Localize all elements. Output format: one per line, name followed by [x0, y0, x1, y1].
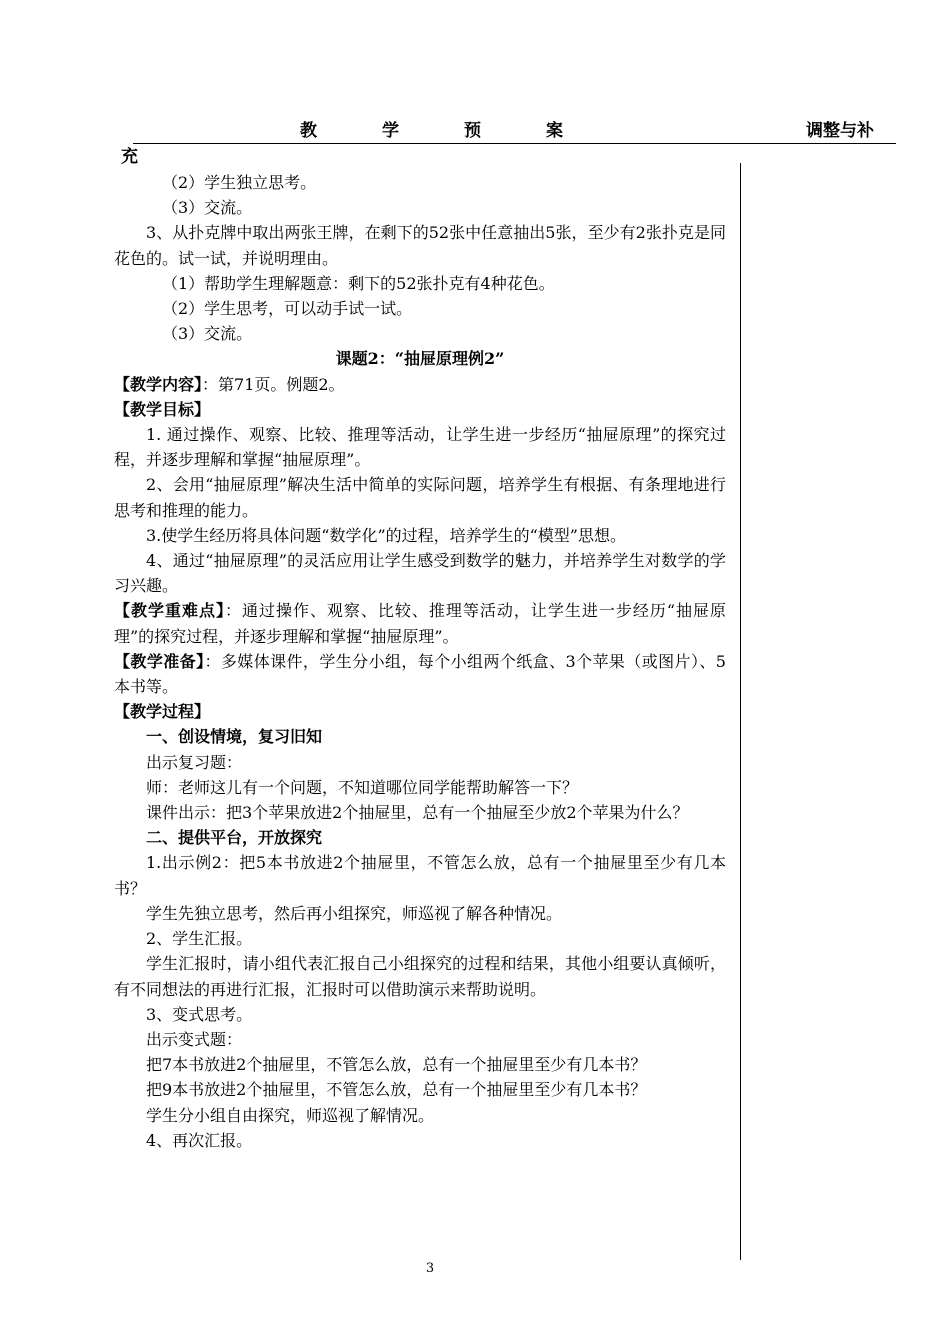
topic-heading: 课题2：“抽屉原理例2” — [335, 349, 505, 369]
section-label: 【教学重难点】 — [114, 601, 225, 621]
paragraph: 课件出示：把3个苹果放进2个抽屉里，总有一个抽屉至少放2个苹果为什么？ — [146, 803, 689, 823]
paragraph: （3）交流。 — [162, 324, 253, 344]
paragraph: 2、学生汇报。 — [146, 929, 253, 949]
paragraph: 师：老师这儿有一个问题，不知道哪位同学能帮助解答一下？ — [146, 777, 579, 797]
page-number: 3 — [425, 1261, 435, 1276]
header-title-char: 教 — [300, 121, 317, 141]
subsection-heading: 一、创设情境，复习旧知 — [146, 727, 323, 747]
section-label: 【教学内容】 — [114, 374, 203, 394]
lesson-body — [114, 170, 726, 1153]
paragraph — [114, 649, 726, 699]
paragraph: 1. 通过操作、观察、比较、推理等活动，让学生进一步经历“抽屉原理”的探究过程，并逐步理解和掌握“抽屉原理”。 — [114, 425, 726, 470]
section-text: ：第71页。例题2。 — [202, 374, 345, 394]
section-label: 【教学过程】 — [114, 702, 211, 722]
section-text: ：通过操作、观察、比较、推理等活动，让学生进一步经历“抽屉原理”的探究过程，并逐步理解和掌握“抽屉原理”。 — [114, 601, 726, 646]
paragraph: 把7本书放进2个抽屉里，不管怎么放，总有一个抽屉里至少有几本书？ — [146, 1055, 647, 1075]
paragraph: （1）帮助学生理解题意：剩下的52张扑克有4种花色。 — [162, 273, 555, 293]
paragraph: 3、变式思考。 — [146, 1004, 253, 1024]
section-label: 【教学目标】 — [114, 399, 211, 419]
paragraph: 学生汇报时，请小组代表汇报自己小组探究的过程和结果，其他小组要认真倾听，有不同想法的再进行汇报，汇报时可以借助演示来帮助说明。 — [114, 954, 726, 999]
column-divider — [740, 163, 741, 1260]
paragraph: 学生先独立思考，然后再小组探究，师巡视了解各种情况。 — [146, 903, 563, 923]
header-rule — [133, 143, 896, 144]
section-label: 【教学准备】 — [114, 651, 205, 671]
header-title-char: 预 — [464, 121, 481, 141]
header-title — [300, 116, 628, 141]
paragraph: 学生分小组自由探究，师巡视了解情况。 — [146, 1105, 435, 1125]
paragraph: 2、会用“抽屉原理”解决生活中简单的实际问题，培养学生有根据、有条理地进行思考和推理的能力。 — [114, 475, 726, 520]
paragraph — [114, 372, 726, 397]
header-title-char: 学 — [382, 121, 399, 141]
paragraph: 4、再次汇报。 — [146, 1130, 253, 1150]
paragraph: 3、从扑克牌中取出两张王牌，在剩下的52张中任意抽出5张，至少有2张扑克是同花色的。试一试，并说明理由。 — [114, 223, 726, 268]
subsection-heading: 二、提供平台，开放探究 — [146, 828, 323, 848]
section-text: ：多媒体课件，学生分小组，每个小组两个纸盒、3个苹果（或图片）、5本书等。 — [114, 651, 726, 697]
paragraph: 1.出示例2：把5本书放进2个抽屉里，不管怎么放，总有一个抽屉里至少有几本书？ — [114, 853, 726, 898]
paragraph: 4、通过“抽屉原理”的灵活应用让学生感受到数学的魅力，并培养学生对数学的学习兴趣。 — [114, 551, 726, 596]
paragraph: 出示变式题： — [146, 1029, 243, 1049]
paragraph — [114, 598, 726, 648]
header-adjust-label-wrap: 充 — [121, 147, 138, 167]
header-adjust-label: 调整与补 — [806, 121, 874, 141]
paragraph: （3）交流。 — [162, 198, 253, 218]
paragraph: 把9本书放进2个抽屉里，不管怎么放，总有一个抽屉里至少有几本书？ — [146, 1080, 647, 1100]
paragraph: （2）学生独立思考。 — [162, 173, 317, 192]
paragraph: （2）学生思考，可以动手试一试。 — [162, 299, 413, 319]
header-title-char: 案 — [546, 121, 563, 141]
paragraph: 出示复习题： — [146, 752, 243, 772]
paragraph: 3.使学生经历将具体问题“数学化”的过程，培养学生的“模型”思想。 — [146, 525, 626, 545]
